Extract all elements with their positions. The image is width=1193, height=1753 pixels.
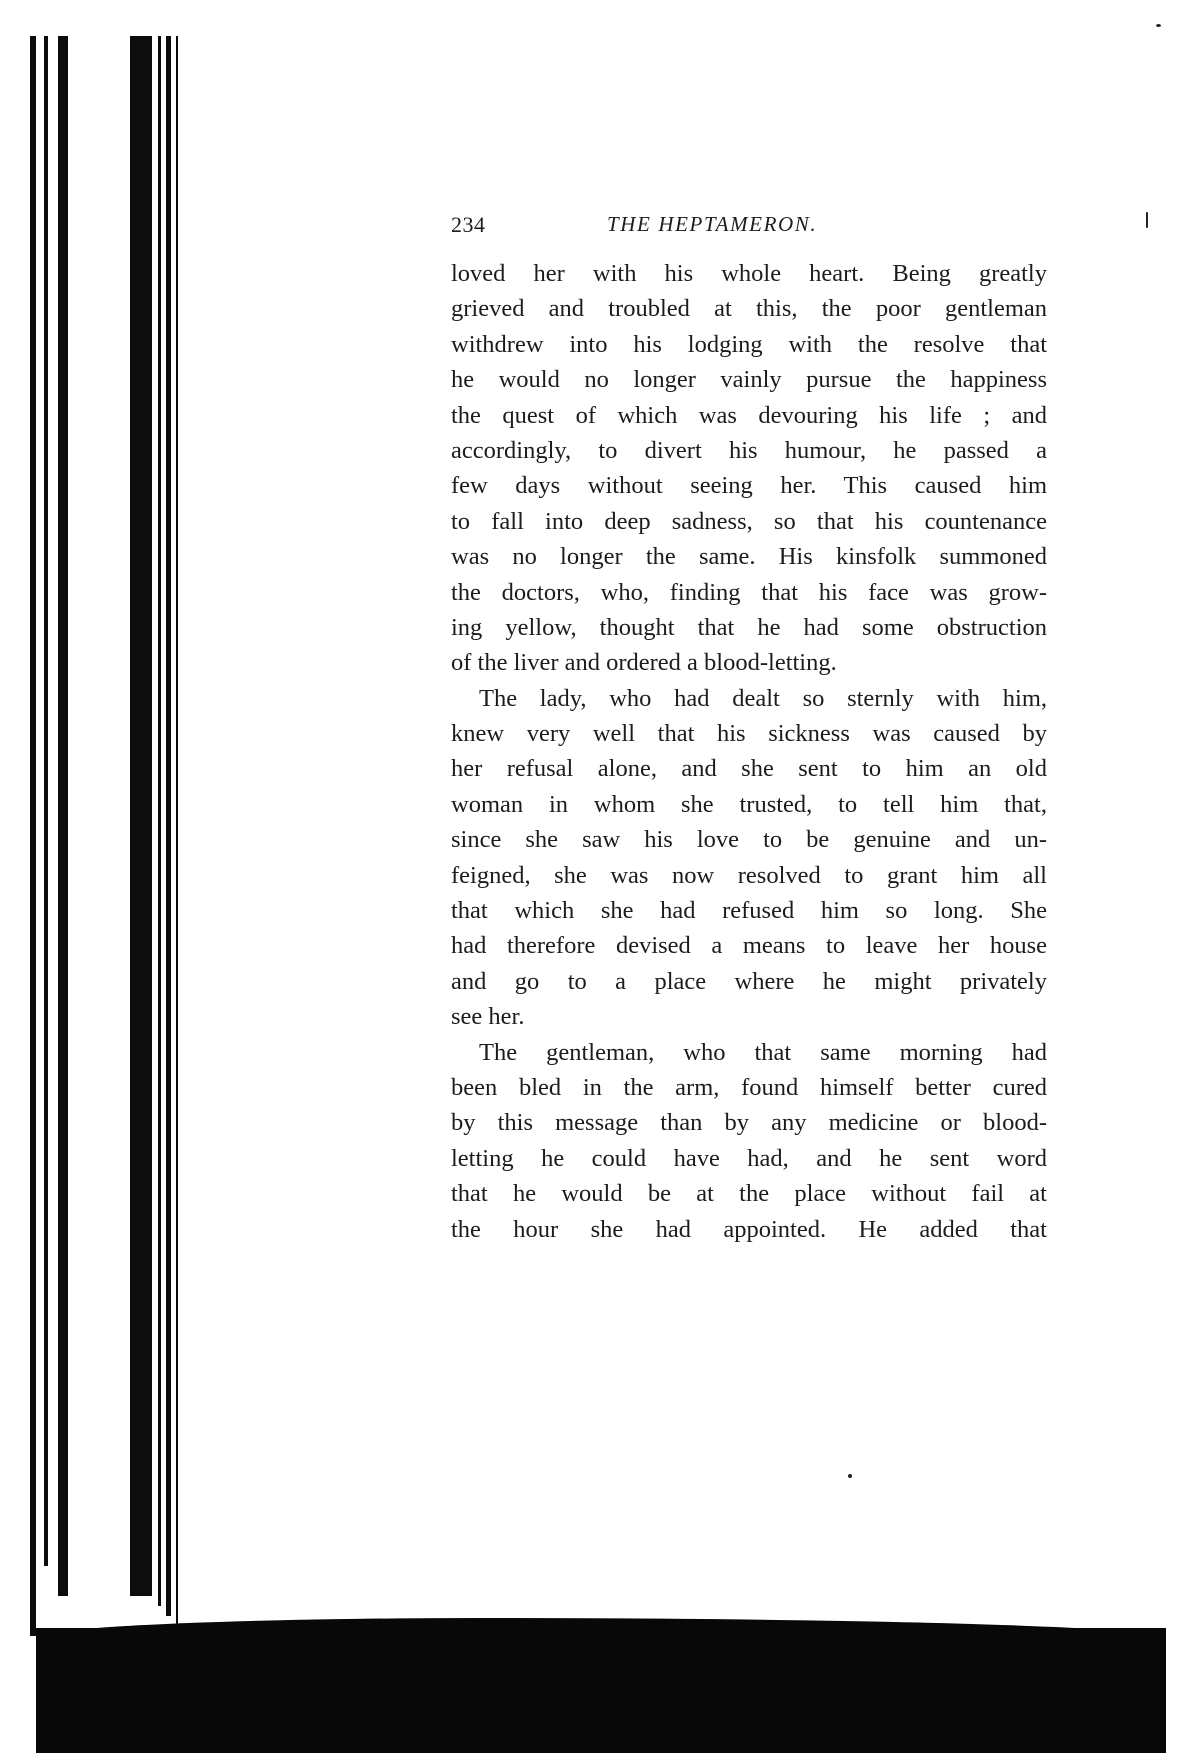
text-line: that he would be at the place without fail at bbox=[451, 1180, 1047, 1208]
text-line: The lady, who had dealt so sternly with him, bbox=[479, 684, 1047, 712]
text-line: feigned, she was now resolved to grant him all bbox=[451, 861, 1047, 889]
scan-speck bbox=[1156, 24, 1161, 27]
page-header bbox=[451, 212, 1047, 244]
text-line: was no longer the same. His kinsfolk summoned bbox=[451, 543, 1047, 571]
paragraph bbox=[451, 256, 1047, 681]
text-line: loved her with his whole heart. Being greatly bbox=[451, 260, 1047, 287]
text-line: and go to a place where he might privately bbox=[451, 967, 1047, 995]
text-line: the quest of which was devouring his life ; and bbox=[451, 401, 1047, 429]
text-line: the doctors, who, finding that his face was grow- bbox=[451, 578, 1047, 606]
body-text bbox=[451, 256, 1047, 1247]
text-line: withdrew into his lodging with the resolve that bbox=[451, 330, 1047, 358]
text-line: woman in whom she trusted, to tell him that, bbox=[451, 790, 1047, 818]
text-line: of the liver and ordered a blood-letting. bbox=[451, 649, 837, 677]
text-line: to fall into deep sadness, so that his countenance bbox=[451, 507, 1047, 535]
running-title: THE HEPTAMERON. bbox=[607, 212, 818, 236]
text-line: grieved and troubled at this, the poor gentleman bbox=[451, 295, 1047, 323]
scan-speck bbox=[848, 1474, 852, 1478]
text-line: since she saw his love to be genuine and un- bbox=[451, 826, 1047, 854]
text-line: The gentleman, who that same morning had bbox=[479, 1038, 1047, 1066]
page-number: 234 bbox=[451, 212, 486, 237]
paragraph bbox=[451, 1035, 1047, 1247]
text-line: few days without seeing her. This caused him bbox=[451, 472, 1047, 500]
text-line: see her. bbox=[451, 1003, 525, 1031]
paragraph bbox=[451, 681, 1047, 1035]
text-line: accordingly, to divert his humour, he passed a bbox=[451, 436, 1047, 464]
scan-speck bbox=[1146, 212, 1148, 228]
text-line: knew very well that his sickness was caused by bbox=[451, 720, 1047, 748]
text-line: been bled in the arm, found himself better cured bbox=[451, 1073, 1047, 1101]
text-line: letting he could have had, and he sent word bbox=[451, 1144, 1047, 1172]
text-line: the hour she had appointed. He added that bbox=[451, 1215, 1047, 1243]
text-line: had therefore devised a means to leave her house bbox=[451, 932, 1047, 960]
text-line: ing yellow, thought that he had some obstruction bbox=[451, 613, 1047, 641]
text-line: he would no longer vainly pursue the happiness bbox=[451, 366, 1047, 394]
binding-gutter bbox=[30, 36, 190, 1636]
text-line: by this message than by any medicine or blood- bbox=[451, 1109, 1047, 1137]
scan-bottom-edge bbox=[36, 1628, 1166, 1753]
text-line: that which she had refused him so long. She bbox=[451, 897, 1047, 925]
text-line: her refusal alone, and she sent to him an old bbox=[451, 755, 1047, 783]
